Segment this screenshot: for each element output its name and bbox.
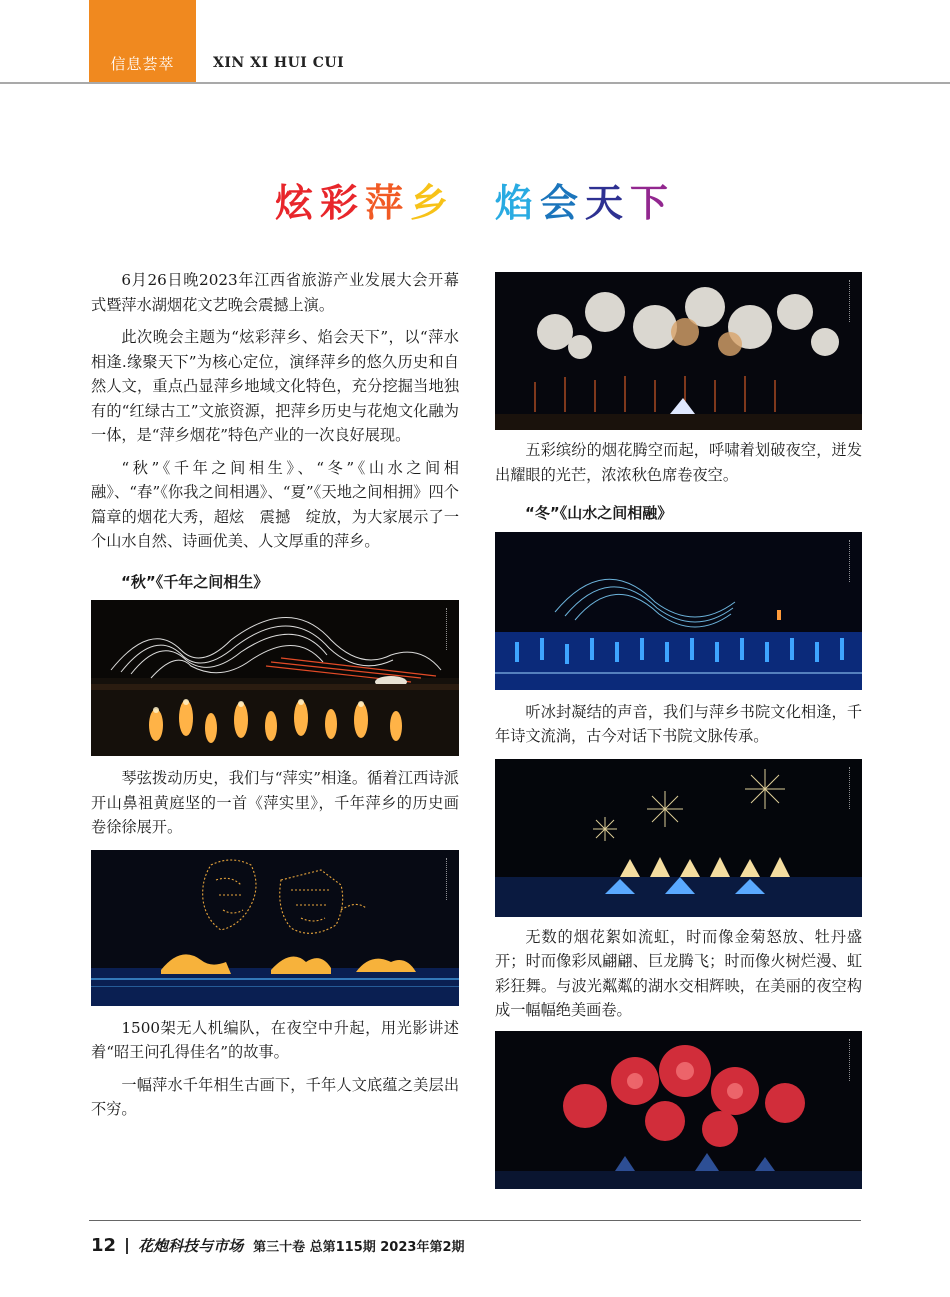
header-rule (0, 82, 950, 84)
title-part-1 (275, 181, 455, 225)
watermark (849, 767, 856, 809)
left-column (91, 268, 459, 1130)
page-number: 12 (91, 1235, 117, 1256)
caption-winter-academy: 听冰封凝结的声音，我们与萍乡书院文化相逢，千年诗文流淌，古今对话下书院文脉传承。 (495, 702, 862, 745)
watermark (446, 608, 453, 650)
section-heading-autumn: “秋”《千年之间相生》 (121, 572, 269, 591)
issue-info: 第三十卷 总第115期 2023年第2期 (253, 1240, 465, 1255)
footer-divider (126, 1238, 128, 1254)
photo-colorful-fireworks (495, 272, 862, 430)
article-title (0, 172, 950, 227)
footer (91, 1235, 465, 1256)
caption-golden-fireworks: 无数的烟花絮如流虹，时而像金菊怒放、牡丹盛开；时而像彩凤翩翩、巨龙腾飞；时而像火树烂漫、虹彩狂舞。与波光粼粼的湖水交相辉映，在美丽的夜空构成一幅幅绝美画卷。 (495, 927, 862, 1019)
caption-ancient-painting: 一幅萍水千年相生古画下，千年人文底蕴之美层出不穷。 (91, 1075, 459, 1118)
right-column (495, 272, 862, 1189)
footer-rule (89, 1220, 861, 1221)
caption-colorful-fireworks: 五彩缤纷的烟花腾空而起，呼啸着划破夜空，迸发出耀眼的光芒，浓浓秋色席卷夜空。 (495, 441, 862, 484)
section-heading-winter: “冬”《山水之间相融》 (525, 504, 673, 522)
caption-drone-show: 1500架无人机编队，在夜空中升起，用光影讲述着“昭王问孔得佳名”的故事。 (91, 1018, 459, 1061)
watermark (849, 540, 856, 582)
photo-golden-fireworks (495, 759, 862, 917)
title-char: 乡 (409, 181, 455, 225)
paragraph-chapters: “秋”《千年之间相生》、“冬”《山水之间相融》、“春”《你我之间相遇》、“夏”《天地之间相拥》四个篇章的烟花大秀，超炫 震撼 绽放，为大家展示了一个山水自然、诗画优美、人文厚重的萍乡。 (91, 458, 459, 550)
watermark (446, 858, 453, 900)
title-char: 下 (630, 181, 676, 225)
photo-autumn-stage (91, 600, 459, 756)
column-tab (89, 0, 196, 82)
magazine-name: 花炮科技与市场 (138, 1237, 244, 1255)
title-char: 天 (585, 181, 631, 225)
title-char: 萍 (364, 181, 410, 225)
title-char: 炫 (274, 181, 320, 225)
column-tab-label: 信息荟萃 (110, 55, 175, 73)
title-char: 会 (540, 181, 586, 225)
paragraph-intro: 6月26日晚2023年江西省旅游产业发展大会开幕式暨萍水湖烟花文艺晚会震撼上演。 (91, 271, 459, 314)
paragraph-theme: 此次晚会主题为“炫彩萍乡、焰会天下”，以“萍水相逢.缘聚天下”为核心定位，演绎萍乡的悠久历史和自然人文，重点凸显萍乡地域文化特色，充分挖掘当地独有的“红绿古工”文旅资源，把萍乡历史与花炮文化融为一体，是“萍乡烟花”特色产业的一次良好展现。 (91, 328, 459, 444)
title-char: 彩 (319, 181, 365, 225)
photo-drone-show (91, 850, 459, 1006)
title-char: 焰 (495, 181, 541, 225)
watermark (849, 280, 856, 322)
watermark (849, 1039, 856, 1081)
title-part-2 (495, 181, 675, 225)
photo-red-fireworks (495, 1031, 862, 1189)
caption-autumn-stage: 琴弦拨动历史，我们与“萍实”相逢。循着江西诗派开山鼻祖黄庭坚的一首《萍实里》，千年萍乡的历史画卷徐徐展开。 (91, 769, 459, 836)
photo-winter-mountains (495, 532, 862, 690)
column-english-name: XIN XI HUI CUI (213, 55, 345, 71)
